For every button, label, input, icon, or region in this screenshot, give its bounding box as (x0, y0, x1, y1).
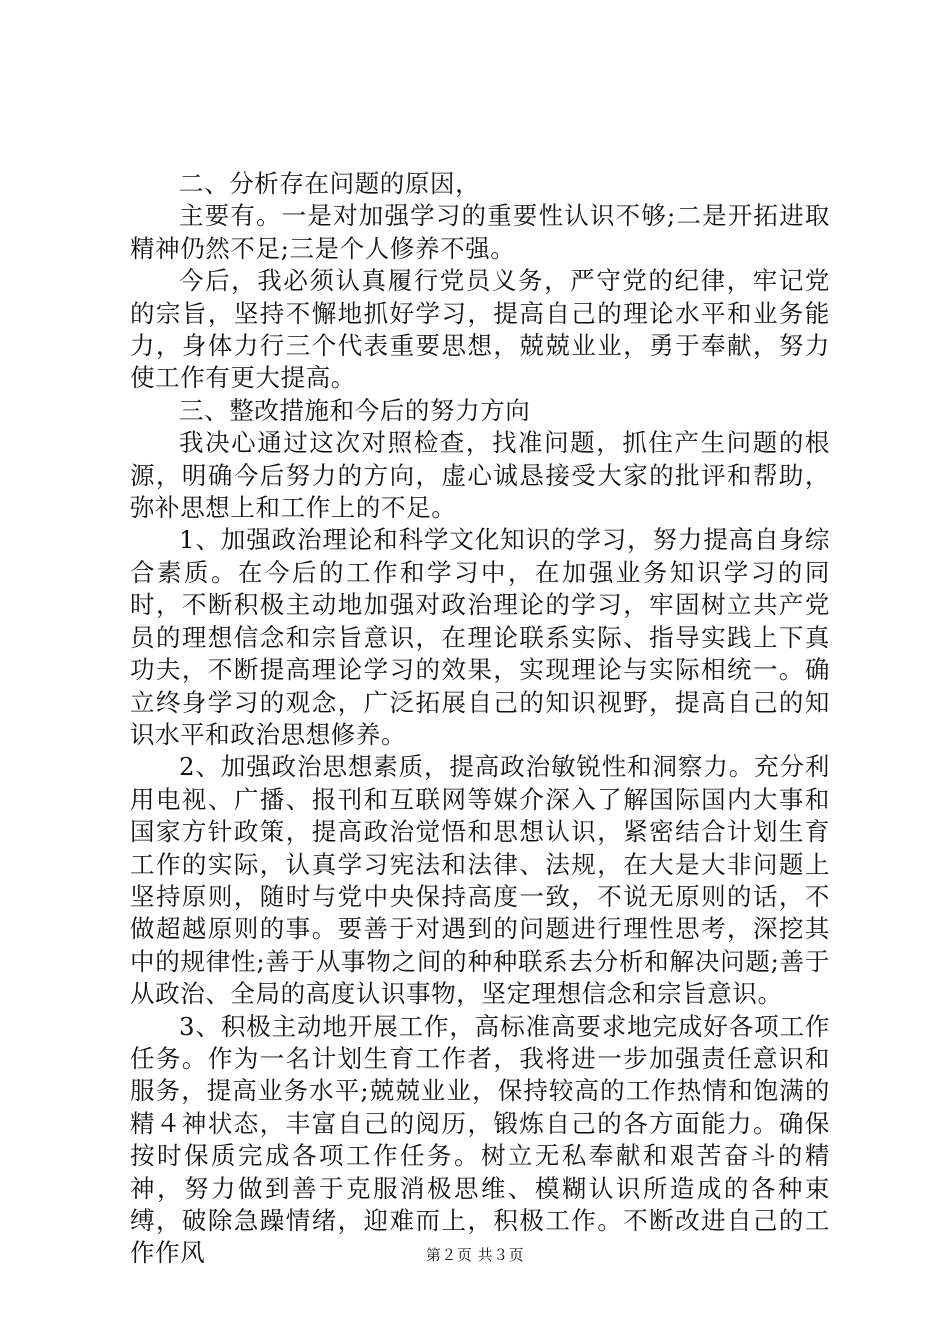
page-number-footer: 第２页 共３页 (425, 1246, 525, 1264)
paragraph-heading-2: 二、分析存在问题的原因， (179, 169, 481, 198)
paragraph-item-2: 2、加强政治思想素质，提高政治敏锐性和洞察力。充分利用电视、广播、报刊和互联网等媒介深入了解国际国内大事和国家方针政策，提高政治觉悟和思想认识，紧密结合计划生育工作的实际，认真学习宪法和法律、法规，在大是大非问题上坚持原则，随时与党中央保持高度一致，不说无原则的话，不做超越原则的事。要善于对遇到的问题进行理性思考，深挖其中的规律性;善于从事物之间的种种联系去分析和解决问题;善于从政治、全局的高度认识事物，坚定理想信念和宗旨意识。 (130, 752, 830, 1009)
paragraph-item-3: 3、积极主动地开展工作，高标准高要求地完成好各项工作任务。作为一名计划生育工作者，我将进一步加强责任意识和服务，提高业务水平;兢兢业业，保持较高的工作热情和饱满的精４神状态，丰富自己的阅历，锻炼自己的各方面能力。确保按时保质完成各项工作任务。树立无私奉献和艰苦奋斗的精神，努力做到善于克服消极思维、模糊认识所造成的各种束缚，破除急躁情绪，迎难而上，积极工作。不断改进自己的工作作风 (130, 1011, 830, 1268)
paragraph: 今后，我必须认真履行党员义务，严守党的纪律，牢记党的宗旨，坚持不懈地抓好学习，提高自己的理论水平和业务能力，身体力行三个代表重要思想，兢兢业业，勇于奉献，努力使工作有更大提高。 (130, 266, 830, 393)
document-body (130, 168, 830, 1270)
paragraph-item-1: 1、加强政治理论和科学文化知识的学习，努力提高自身综合素质。在今后的工作和学习中，在加强业务知识学习的同时，不断积极主动地加强对政治理论的学习，牢固树立共产党员的理想信念和宗旨意识，在理论联系实际、指导实践上下真功夫，不断提高理论学习的效果，实现理论与实际相统一。确立终身学习的观念，广泛拓展自己的知识视野，提高自己的知识水平和政治思想修养。 (130, 525, 830, 749)
paragraph: 我决心通过这次对照检查，找准问题，抓住产生问题的根源，明确今后努力的方向，虚心诚恳接受大家的批评和帮助，弥补思想上和工作上的不足。 (130, 428, 830, 523)
paragraph: 主要有。一是对加强学习的重要性认识不够;二是开拓进取精神仍然不足;三是个人修养不强。 (130, 201, 830, 263)
paragraph-heading-3: 三、整改措施和今后的努力方向 (179, 395, 531, 425)
